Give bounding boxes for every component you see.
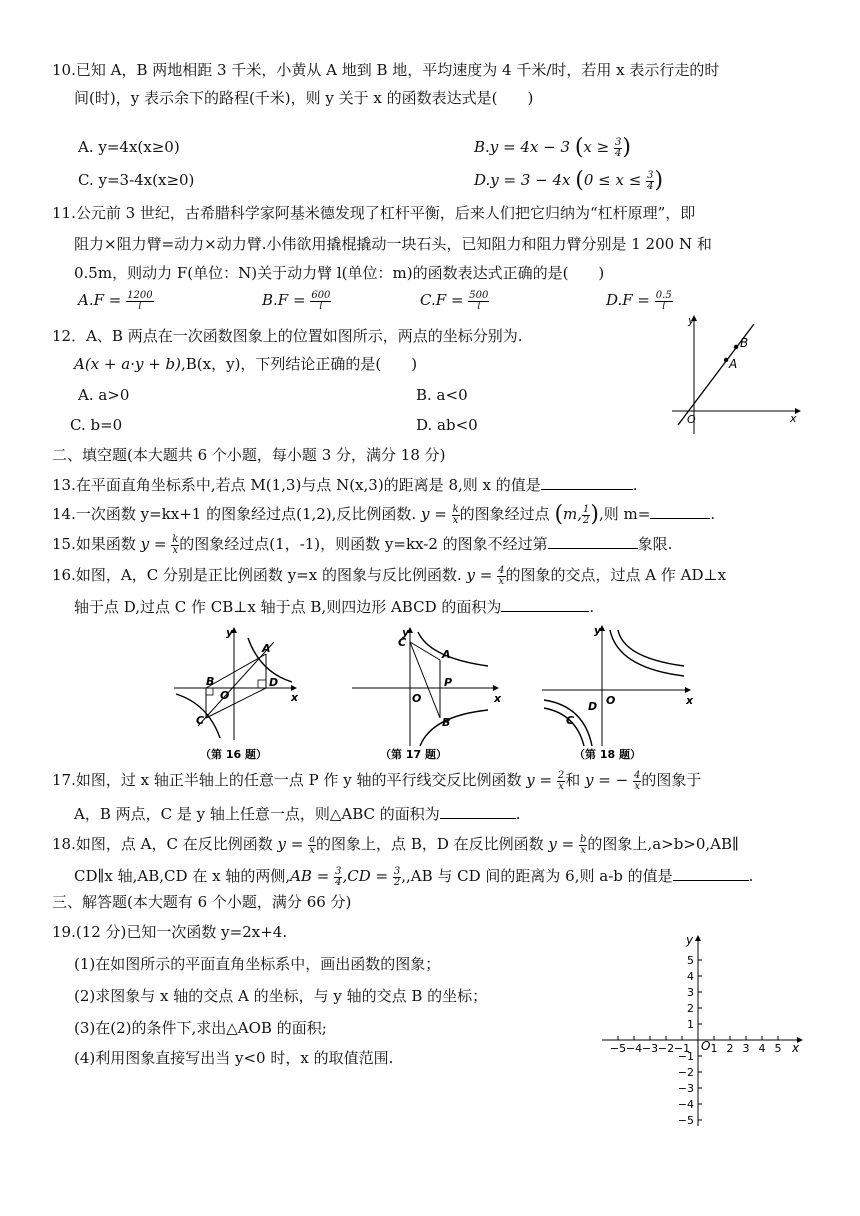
- q10-option-b: B.y = 4x − 3 (x ≥ $\frac{3}{4}$ ): [474, 135, 631, 160]
- q19-part1: (1)在如图所示的平面直角坐标系中，画出函数的图象；: [74, 955, 441, 973]
- fig16-label-x: x: [291, 691, 299, 704]
- fig16-caption: （第 16 题）: [200, 748, 267, 761]
- q12-line2: A(x + a·y + b),B(x，y)，下列结论正确的是( ): [74, 355, 418, 373]
- grid19-origin-label: O: [701, 1039, 711, 1053]
- fig18-curve-b-inner: [544, 708, 584, 746]
- q16-line2: 轴于点 D,过点 C 作 CB⊥x 轴于点 B,则四边形 ABCD 的面积为 .: [74, 598, 595, 616]
- fig17-curve-lower: [420, 710, 488, 746]
- grid19-x-tick-label: −4: [625, 1042, 643, 1055]
- grid19-x-tick-label: 4: [758, 1042, 766, 1055]
- fig18-label-d: D: [588, 700, 598, 713]
- grid19-y-tick-label: −3: [677, 1082, 694, 1095]
- fig17-label-p: P: [444, 676, 453, 689]
- grid19-y-tick-label: −2: [677, 1066, 694, 1079]
- q17-line1: 17.如图，过 x 轴正半轴上的任意一点 P 作 y 轴的平行线交反比例函数 y = $\frac{2}{x}$ 和 y = − $\frac{4}{x}$ 的图象于: [52, 769, 702, 792]
- q11-option-c: C.F = $\frac{500}{l}$: [420, 289, 489, 312]
- grid19-y-tick-label: 4: [687, 970, 694, 983]
- grid19-y-tick-label: −1: [677, 1050, 694, 1063]
- grid19-y-tick-label: 3: [687, 986, 694, 999]
- fig16-label-y: y: [226, 626, 234, 639]
- grid19-x-tick-label: 2: [726, 1042, 734, 1055]
- fig12-label-a: A: [729, 357, 738, 371]
- grid19-x-tick-label: −1: [673, 1042, 691, 1055]
- section-3-heading: 三、解答题(本大题有 6 个小题，满分 66 分): [52, 893, 352, 911]
- fig16-ba: [206, 654, 266, 688]
- fig16-label-b: B: [206, 675, 215, 688]
- grid19-y-tick-label: 2: [687, 1002, 694, 1015]
- q11-line2: 阻力×阻力臂=动力×动力臂.小伟欲用撬棍撬动一块石头，已知阻力和阻力臂分别是 1 200 N 和: [74, 235, 712, 253]
- q11-option-a: A.F = $\frac{1200}{l}$: [78, 289, 153, 312]
- grid19-x-tick-label: 5: [774, 1042, 782, 1055]
- grid19-y-tick-label: 5: [687, 954, 694, 967]
- fig12-label-o: O: [687, 413, 696, 426]
- fig17-label-c: C: [398, 636, 407, 649]
- fig16-label-c: C: [196, 714, 205, 727]
- fig18-label-x: x: [686, 694, 694, 707]
- fig12-label-y: y: [688, 314, 695, 327]
- q11-line3: 0.5m，则动力 F(单位：N)关于动力臂 l(单位：m)的函数表达式正确的是( ): [74, 264, 605, 282]
- fig16-label-d: D: [269, 676, 279, 689]
- q10-option-c: C. y=3-4x(x≥0): [78, 171, 195, 189]
- grid19-y-tick-label: −4: [677, 1098, 694, 1111]
- q16-line1: 16.如图，A，C 分别是正比例函数 y=x 的图象与反比例函数. y = $\frac{4}{x}$ 的图象的交点，过点 A 作 AD⊥x: [52, 564, 727, 587]
- q12-option-a: A. a>0: [78, 386, 130, 404]
- q14: 14.一次函数 y=kx+1 的图象经过点(1,2),反比例函数. y = $\frac{k}{x}$ 的图象经过点 (m, $\frac{1}{2}$ ),则 m= .: [52, 502, 716, 527]
- section-2-heading: 二、填空题(本大题共 6 个小题，每小题 3 分，满分 18 分): [52, 446, 446, 464]
- q18-line1: 18.如图，点 A，C 在反比例函数 y = $\frac{a}{x}$ 的图象上，点 B，D 在反比例函数 y = $\frac{b}{x}$ 的图象上,a>b>0,AB∥: [52, 833, 739, 856]
- q10-option-d-expr: D.y = 3 − 4x: [474, 171, 571, 189]
- fig17-label-b: B: [442, 716, 451, 729]
- q10-line1: 10.已知 A，B 两地相距 3 千米，小黄从 A 地到 B 地，平均速度为 4 千米/时，若用 x 表示行走的时: [52, 61, 720, 79]
- grid19-y-tick-label: 1: [687, 1018, 694, 1031]
- fig16-cd: [206, 688, 266, 718]
- fig17-curve-upper: [418, 632, 488, 666]
- grid19-y-tick-label: −5: [677, 1114, 694, 1127]
- q10-frac-den: 4: [614, 147, 622, 159]
- grid19-x-tick-label: −2: [657, 1042, 675, 1055]
- q13: 13.在平面直角坐标系中,若点 M(1,3)与点 N(x,3)的距离是 8,则 x 的值是 .: [52, 476, 638, 494]
- q10-frac-num-d: 3: [647, 169, 654, 181]
- fig16-graph: [170, 622, 310, 762]
- q10-option-d: D.y = 3 − 4x (0 ≤ x ≤ $\frac{3}{4}$ ): [474, 168, 664, 193]
- q11-option-d: D.F = $\frac{0.5}{l}$: [606, 289, 672, 312]
- q10-option-b-expr: B.y = 4x − 3: [474, 138, 571, 156]
- fig12-point-b: [734, 345, 738, 349]
- fig17-caption: （第 17 题）: [380, 748, 447, 761]
- fig16-label-o: O: [220, 689, 230, 702]
- q19-coordinate-grid[interactable]: [598, 930, 808, 1130]
- q10-option-b-cond: x ≥: [583, 138, 610, 156]
- q12-option-c: C. b=0: [70, 416, 123, 434]
- q11-line1: 11.公元前 3 世纪，古希腊科学家阿基米德发现了杠杆平衡，后来人们把它归纳为“杠杆原理”，即: [52, 204, 696, 222]
- fig18-curve-b-outer: [618, 630, 684, 666]
- q12-option-b: B. a<0: [416, 386, 468, 404]
- fig18-label-o: O: [606, 694, 616, 707]
- grid19-y-label: y: [686, 933, 694, 947]
- q19-part3: (3)在(2)的条件下,求出△AOB 的面积;: [74, 1019, 327, 1037]
- q18-line2: CD∥x 轴,AB,CD 在 x 轴的两侧,AB = $\frac{3}{4}$ ,CD = $\frac{3}{2}$ ,,AB 与 CD 间的距离为 6,则 a-b 的值是 .: [74, 865, 754, 888]
- fig12-label-x: x: [790, 412, 797, 425]
- q19-part2: (2)求图象与 x 轴的交点 A 的坐标，与 y 轴的交点 B 的坐标；: [74, 987, 488, 1005]
- fig17-label-y: y: [402, 626, 410, 639]
- grid19-x-tick-label: −5: [609, 1042, 627, 1055]
- q11-option-b: B.F = $\frac{600}{l}$: [262, 289, 331, 312]
- fig17-label-a: A: [442, 648, 451, 661]
- q15: 15.如果函数 y = $\frac{k}{x}$ 的图象经过点(1，-1)，则函数 y=kx-2 的图象不经过第 象限.: [52, 533, 673, 556]
- q12-option-d: D. ab<0: [416, 416, 478, 434]
- q10-frac-num: 3: [614, 136, 622, 148]
- fig12-point-a: [724, 358, 728, 362]
- q12-line1: 12．A、B 两点在一次函数图象上的位置如图所示，两点的坐标分别为.: [52, 327, 523, 345]
- fig17-label-x: x: [494, 692, 502, 705]
- fig12-label-b: B: [740, 336, 749, 350]
- fig18-label-y: y: [594, 624, 602, 637]
- q19-part4: (4)利用图象直接写出当 y<0 时，x 的取值范围.: [74, 1049, 394, 1067]
- q17-line2: A，B 两点，C 是 y 轴上任意一点，则△ABC 的面积为 .: [74, 805, 521, 823]
- fig18-graph: [538, 622, 698, 762]
- fig17-graph: [348, 622, 508, 762]
- fig18-label-c: C: [566, 714, 575, 727]
- fig18-caption: （第 18 题）: [574, 748, 641, 761]
- q10-line2: 间(时)，y 表示余下的路程(千米)，则 y 关于 x 的函数表达式是( ): [74, 89, 534, 107]
- grid19-x-tick-label: −3: [641, 1042, 659, 1055]
- q10-option-a: A. y=4x(x≥0): [78, 138, 180, 156]
- fig17-cb: [410, 642, 440, 718]
- grid19-x-tick-label: 3: [742, 1042, 750, 1055]
- q19-line1: 19.(12 分)已知一次函数 y=2x+4.: [52, 923, 288, 941]
- grid19-x-tick-label: 1: [710, 1042, 718, 1055]
- q10-option-d-cond: 0 ≤ x ≤: [583, 171, 642, 189]
- fig12-graph: [668, 310, 808, 440]
- fig16-label-a: A: [262, 642, 271, 655]
- fig17-label-o: O: [412, 692, 422, 705]
- q10-frac-den-d: 4: [647, 180, 654, 192]
- grid19-x-label: x: [792, 1041, 800, 1055]
